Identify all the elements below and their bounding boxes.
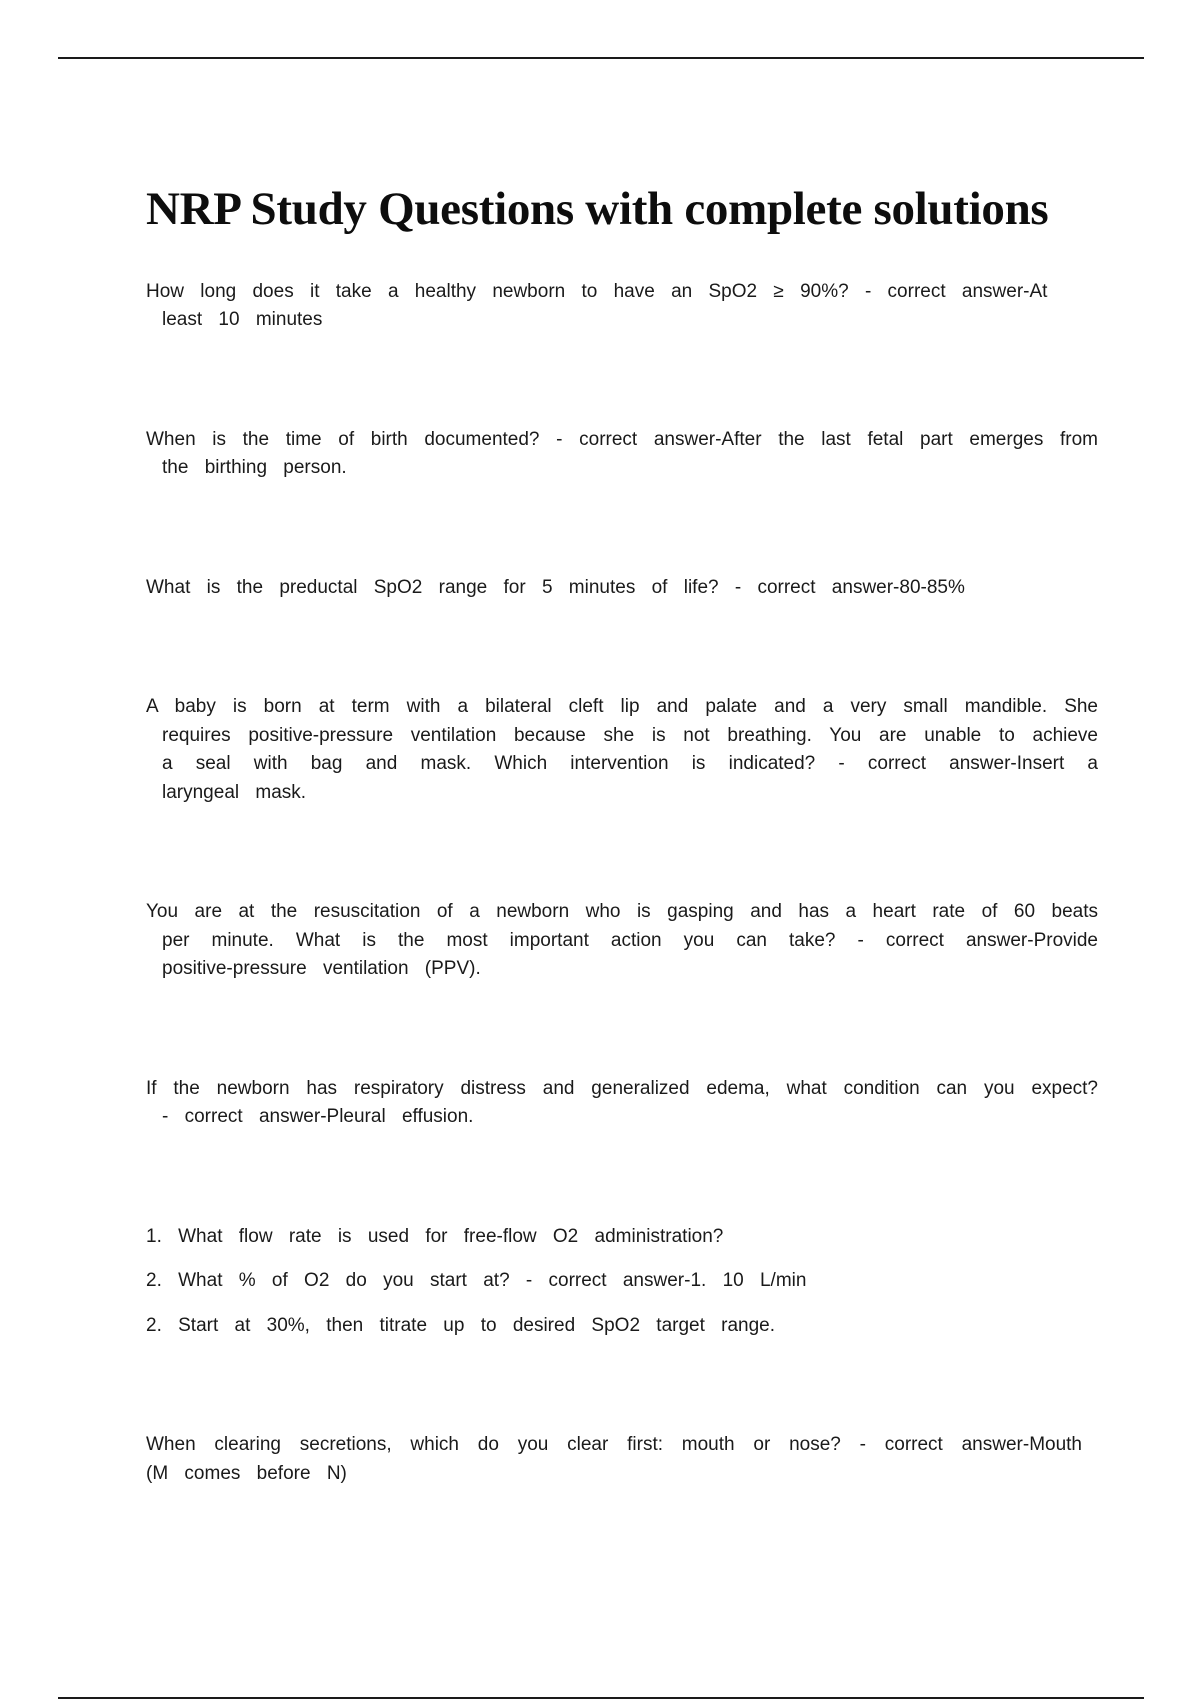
- qa-entry-4: A baby is born at term with a bilateral cleft lip and palate and a very small mandible. She requires positive-pressure ventilation because she is not breathing. You are unable to achieve a seal with bag and mask. Which intervention is indicated? - correct answer-Insert a laryngeal mask.: [146, 696, 1098, 803]
- list-line-3: 2. Start at 30%, then titrate up to desired SpO2 target range.: [146, 1314, 776, 1336]
- list-line-1: 1. What flow rate is used for free-flow O2 administration?: [146, 1225, 724, 1247]
- document-body: [146, 184, 1096, 1579]
- qa-entry-6: If the newborn has respiratory distress and generalized edema, what condition can you expect? - correct answer-Pleural effusion.: [146, 1077, 1098, 1128]
- qa-entry-final: When clearing secretions, which do you clear first: mouth or nose? - correct answer-Mouth (M comes before N): [146, 1434, 1082, 1484]
- bottom-rule: [58, 1697, 1144, 1699]
- qa-entry-1: How long does it take a healthy newborn to have an SpO2 ≥ 90%? - correct answer-At least 10 minutes: [146, 280, 1048, 331]
- top-rule: [58, 57, 1144, 59]
- numbered-qa-list: [146, 1223, 1096, 1341]
- list-line-2: 2. What % of O2 do you start at? - correct answer-1. 10 L/min: [146, 1270, 807, 1292]
- qa-entry-3: What is the preductal SpO2 range for 5 minutes of life? - correct answer-80-85%: [146, 576, 965, 598]
- qa-entry-5: You are at the resuscitation of a newborn who is gasping and has a heart rate of 60 beats per minute. What is the most important action you can take? - correct answer-Provide positive-pressure ventilation (PPV).: [146, 901, 1098, 980]
- qa-entry-2: When is the time of birth documented? - correct answer-After the last fetal part emerges from the birthing person.: [146, 428, 1098, 479]
- document-title: NRP Study Questions with complete solutions: [146, 183, 1049, 235]
